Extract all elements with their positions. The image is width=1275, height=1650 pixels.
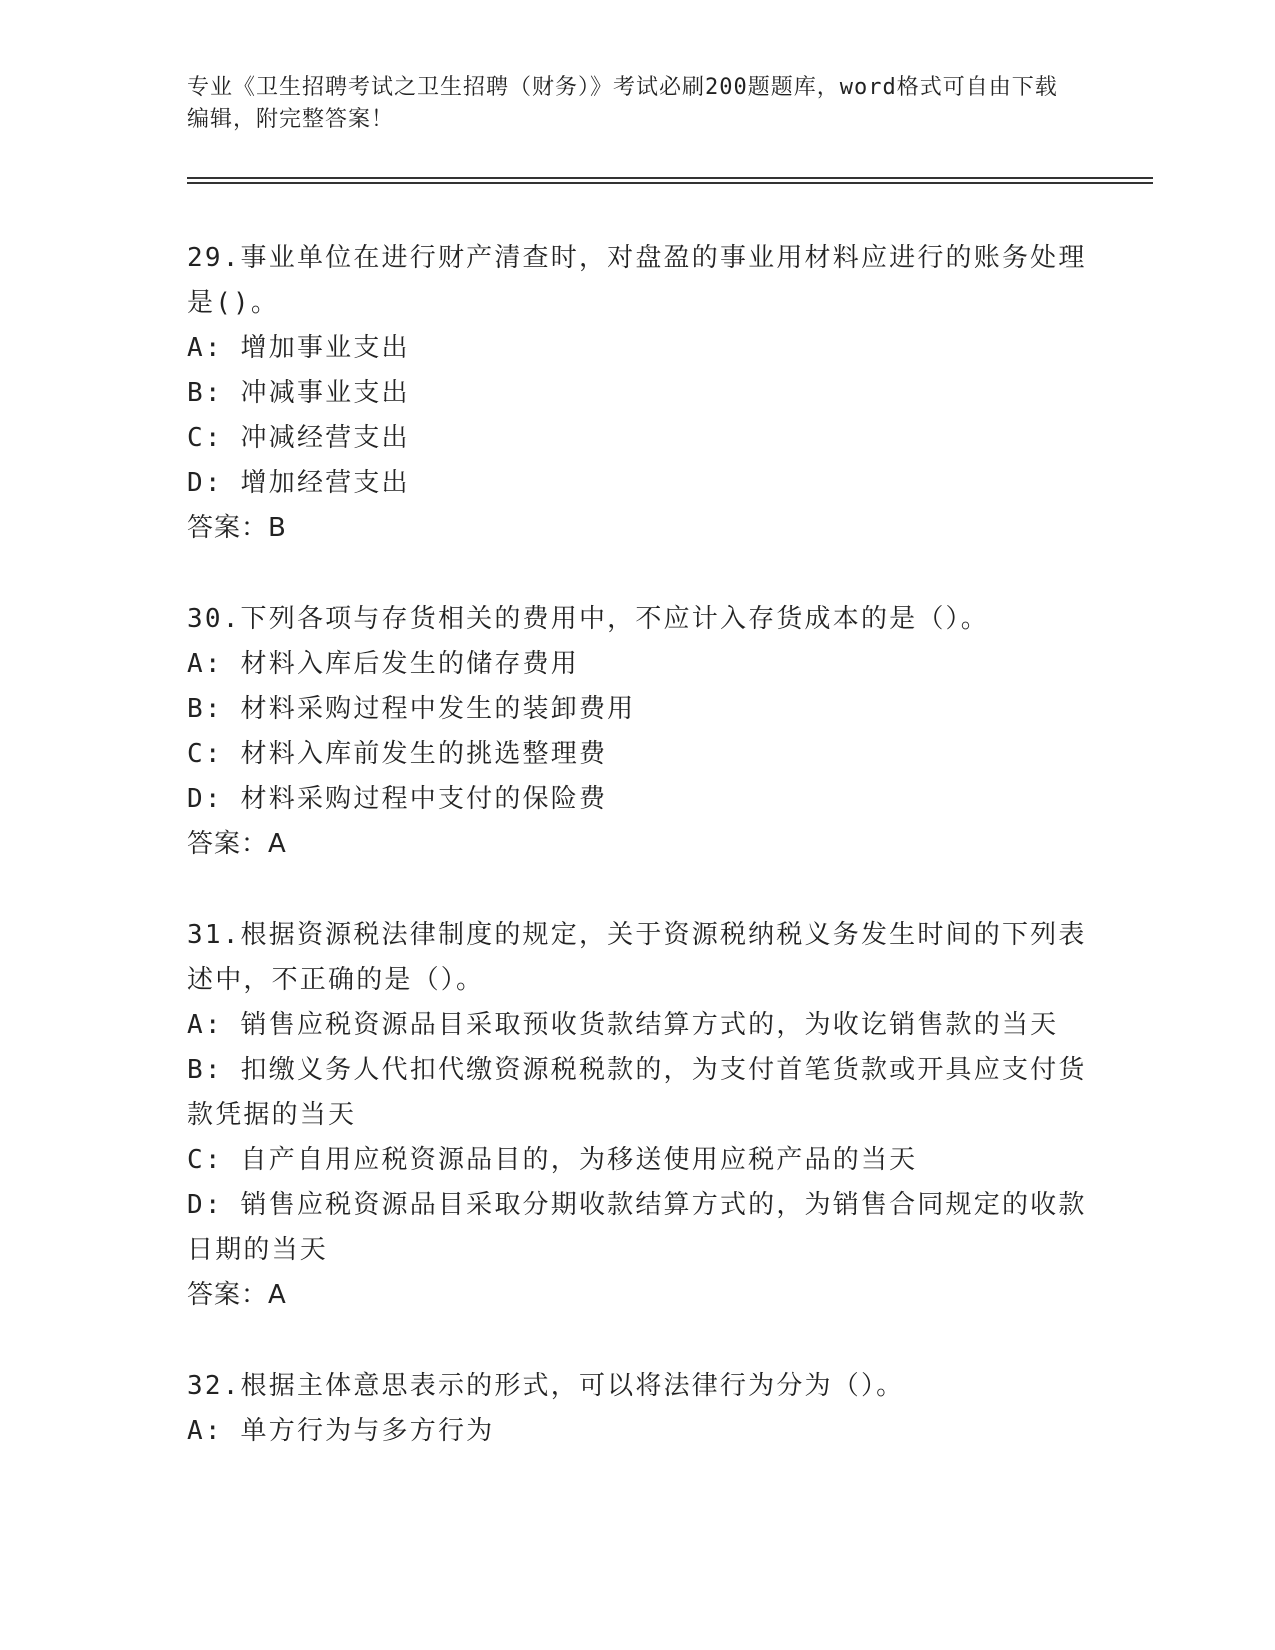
question-list <box>187 236 1087 1500</box>
option-d: D: 销售应税资源品目采取分期收款结算方式的，为销售合同规定的收款日期的当天 <box>187 1190 1087 1265</box>
question-31 <box>187 913 1087 1318</box>
option-b: B: 材料采购过程中发生的装卸费用 <box>187 694 636 724</box>
question-stem: 32.根据主体意思表示的形式，可以将法律行为分为（）。 <box>187 1371 905 1401</box>
option-a: A: 增加事业支出 <box>187 333 410 363</box>
answer-label: 答案： <box>187 1280 269 1310</box>
answer-value: A <box>268 1280 287 1310</box>
answer-label: 答案： <box>187 829 269 859</box>
option-b: B: 冲减事业支出 <box>187 378 410 408</box>
answer-value: B <box>268 513 287 543</box>
option-d: D: 材料采购过程中支付的保险费 <box>187 784 608 814</box>
question-32 <box>187 1364 1087 1454</box>
option-d: D: 增加经营支出 <box>187 468 410 498</box>
answer-line <box>187 506 1087 551</box>
question-30 <box>187 597 1087 867</box>
answer-line <box>187 1273 1087 1318</box>
option-c: C: 冲减经营支出 <box>187 423 410 453</box>
option-b: B: 扣缴义务人代扣代缴资源税税款的，为支付首笔货款或开具应支付货款凭据的当天 <box>187 1055 1087 1130</box>
option-c: C: 自产自用应税资源品目的，为移送使用应税产品的当天 <box>187 1145 918 1175</box>
answer-line <box>187 822 1087 867</box>
question-stem: 30.下列各项与存货相关的费用中，不应计入存货成本的是（）。 <box>187 604 989 634</box>
answer-value: A <box>268 829 287 859</box>
header-divider-bottom <box>187 182 1153 184</box>
option-c: C: 材料入库前发生的挑选整理费 <box>187 739 608 769</box>
option-a: A: 销售应税资源品目采取预收货款结算方式的，为收讫销售款的当天 <box>187 1010 1059 1040</box>
question-stem: 29.事业单位在进行财产清查时，对盘盈的事业用材料应进行的账务处理是()。 <box>187 243 1087 318</box>
answer-label: 答案： <box>187 513 269 543</box>
question-29 <box>187 236 1087 551</box>
option-a: A: 材料入库后发生的储存费用 <box>187 649 579 679</box>
option-a: A: 单方行为与多方行为 <box>187 1416 495 1446</box>
question-stem: 31.根据资源税法律制度的规定，关于资源税纳税义务发生时间的下列表述中，不正确的是（）。 <box>187 920 1087 995</box>
header-divider-top <box>187 177 1153 179</box>
document-header: 专业《卫生招聘考试之卫生招聘（财务）》考试必刷200题题库，word格式可自由下载编辑，附完整答案！ <box>187 75 1058 132</box>
